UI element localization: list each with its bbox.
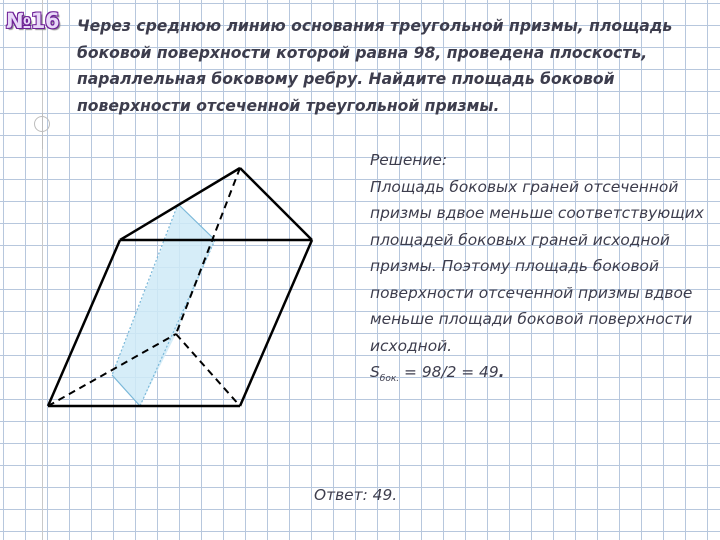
solution-block — [370, 147, 710, 393]
formula-symbol: S — [370, 363, 380, 381]
solution-body: Площадь боковых граней отсеченной призмы вдвое меньше соответствующих площадей боковых граней исходной призмы. Поэтому площадь боковой поверхности отсеченной призмы вдвое меньше площади боковой поверхности исходной. — [370, 177, 704, 355]
formula-subscript: бок. — [379, 374, 400, 385]
solution-heading: Решение: — [370, 151, 448, 169]
formula-expression: = 98/2 = 49 — [399, 363, 499, 381]
prism-lateral-edge-left — [48, 240, 120, 406]
solution-formula — [370, 359, 710, 393]
formula-end: . — [498, 363, 505, 381]
answer-text: Ответ: 49. — [314, 486, 398, 504]
prism-lateral-edge-right — [240, 240, 312, 406]
problem-statement: Через среднюю линию основания треугольной призмы, площадь боковой поверхности которой равна 98, проведена плоскость, параллельная боковому ребру. Найдите площадь боковой поверхности отсеченной треугольной призмы. — [77, 17, 673, 115]
task-number: №16 — [6, 9, 59, 33]
prism-hidden-bottom-edge-right — [176, 334, 240, 406]
prism-top-edge-right — [240, 168, 312, 240]
